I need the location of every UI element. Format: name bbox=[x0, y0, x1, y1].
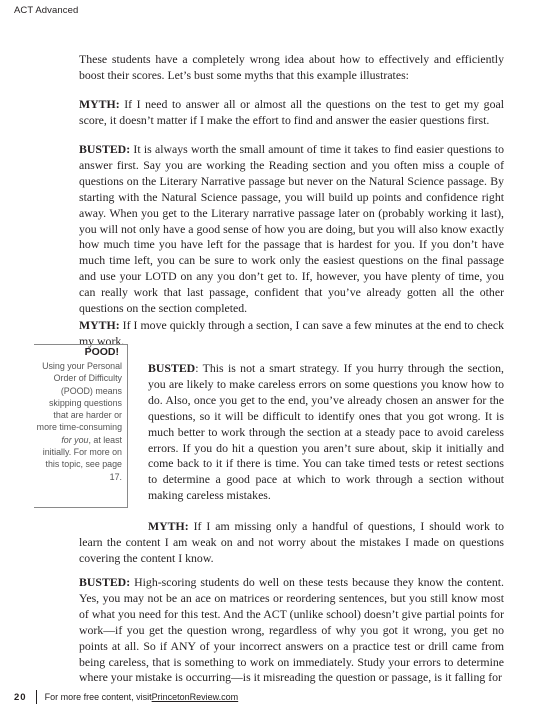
page-footer bbox=[14, 690, 238, 704]
footer-divider bbox=[36, 690, 37, 704]
busted-label: BUSTED bbox=[148, 361, 196, 375]
busted-paragraph-2 bbox=[148, 361, 504, 504]
sidebar-title: POOD! bbox=[84, 346, 119, 358]
page-number: 20 bbox=[14, 691, 27, 703]
myth-label: MYTH: bbox=[148, 519, 189, 533]
pood-sidebar bbox=[34, 344, 128, 508]
sidebar-text-part: Using your Personal Order of Difficulty (POOD) means skipping questions that are harder or more time-consuming bbox=[36, 361, 122, 433]
footer-link[interactable]: PrincetonReview.com bbox=[151, 692, 239, 702]
sidebar-text-italic: for you bbox=[61, 434, 89, 445]
sidebar-text-part: , at least initially. For more on this topic, see page 17. bbox=[42, 434, 122, 482]
busted-paragraph-1 bbox=[79, 142, 504, 317]
myth-text: If I move quickly through a section, I can save a few minutes at the end to check my work. bbox=[79, 318, 504, 348]
myth-paragraph-1 bbox=[79, 97, 504, 129]
myth-paragraph-2 bbox=[79, 318, 504, 350]
busted-label: BUSTED: bbox=[79, 142, 131, 156]
busted-paragraph-3 bbox=[79, 575, 504, 686]
myth-text: If I need to answer all or almost all the questions on the test to get my goal score, it doesn’t matter if I make the effort to find and answer the easier questions first. bbox=[79, 97, 504, 127]
myth-text: If I am missing only a handful of questions, I should work to learn the content I am weak on and not worry about the mistakes I made on questions covering the content I know. bbox=[79, 519, 504, 565]
running-head: ACT Advanced bbox=[14, 5, 79, 16]
myth-label: MYTH: bbox=[79, 318, 120, 332]
busted-label: BUSTED: bbox=[79, 575, 131, 589]
sidebar-text bbox=[36, 360, 122, 483]
intro-paragraph: These students have a completely wrong idea about how to effectively and efficiently boost their scores. Let’s bust some myths that this example illustrates: bbox=[79, 52, 504, 82]
footer-text: For more free content, visit bbox=[44, 692, 152, 702]
myth-label: MYTH: bbox=[79, 97, 120, 111]
busted-text: It is always worth the small amount of time it takes to find easier questions to answer first. Say you are working the Reading section and you often miss a couple of questions on the Literary Narrative passage but never on the Natural Science passage. By starting with the Natural Science passage, you will build up points and confidence right away. When you get to the Literary narrative passage later on (probably working it last), you will not only have a good sense of how you are doing, but you will also know exactly how much time you have left for the passage that is hardest for you. If you don’t have much time left, you can be sure to work only the easiest questions on the final passage and use your LOTD on any you don’t get to. If, however, you have plenty of time, you can really work that last passage, confident that you’ve already gotten all the other questions on the section completed. bbox=[79, 142, 504, 316]
busted-text: : This is not a smart strategy. If you hurry through the section, you are likely to make careless errors on some questions you know how to do. Also, once you get to the end, you’ve already chosen an answer for the questions, so it will be difficult to identify ones that you got wrong. It is much better to work through the section at a steady pace to avoid careless errors. If you do hit a question you aren’t sure about, skip it initially and come back to it if there is time. You can take timed tests or retest sections to determine a good pace at which to work through a section without making careless mistakes. bbox=[148, 361, 504, 503]
myth-paragraph-3 bbox=[79, 519, 504, 567]
busted-text: High-scoring students do well on these tests because they know the content. Yes, you may not be an ace on matrices or reordering sentences, but you still know most of what you need for this test. And the ACT (unlike school) doesn’t give partial points for work—if you get the question wrong, regardless of why you got it wrong, you get no points at all. So if ANY of your incorrect answers on a practice test or drill came from being careless, that is something to work on immediately. Study your errors to determine where your mistake is occurring—is it misreading the question or passage, is it falling for bbox=[79, 575, 504, 685]
